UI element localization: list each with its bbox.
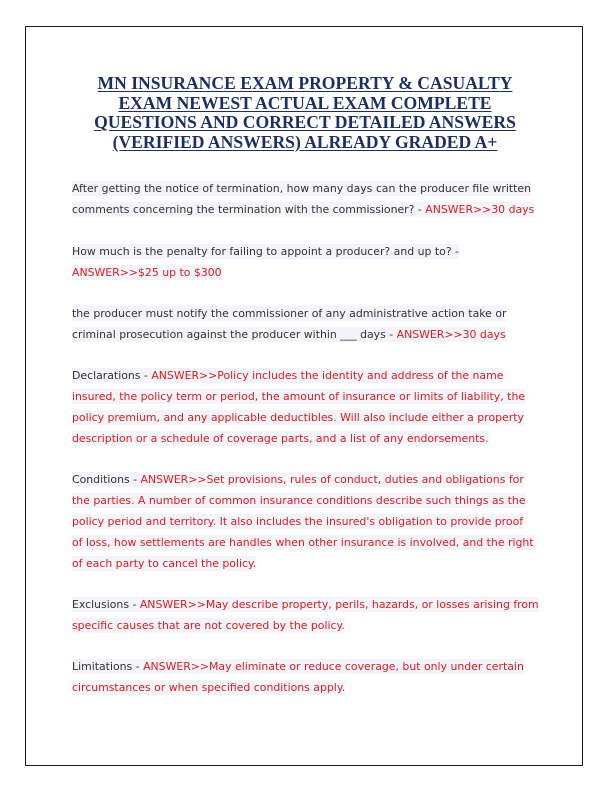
qa-line — [72, 677, 542, 698]
question-text: Conditions - — [72, 473, 141, 486]
answer-text: of loss, how settlements are handles when other insurance is involved, and the right — [72, 536, 534, 549]
question-text: Exclusions - — [72, 598, 140, 611]
qa-block — [72, 303, 542, 345]
title-line: MN INSURANCE EXAM PROPERTY & CASUALTY — [97, 73, 513, 93]
answer-text: ANSWER>>30 days — [425, 203, 535, 216]
answer-text: policy premium, and any applicable deductibles. Will also include either a property — [72, 411, 524, 424]
answer-text: the parties. A number of common insurance conditions describe such things as the — [72, 494, 526, 507]
title-line: EXAM NEWEST ACTUAL EXAM COMPLETE — [118, 92, 492, 113]
answer-text: ANSWER>>$25 up to $300 — [72, 266, 222, 279]
qa-line — [72, 241, 542, 262]
answer-text: specific causes that are not covered by the policy. — [72, 619, 345, 632]
answer-text: ANSWER>>May eliminate or reduce coverage, but only under certain — [143, 660, 524, 673]
answer-text: insured, the policy term or period, the amount of insurance or limits of liability, the — [72, 390, 526, 403]
answer-text: ANSWER>>Set provisions, rules of conduct, duties and obligations for — [140, 473, 524, 486]
answer-text: of each party to cancel the policy. — [72, 557, 257, 570]
qa-block — [72, 241, 542, 283]
qa-line — [72, 511, 542, 532]
answer-text: ANSWER>>30 days — [396, 328, 506, 341]
qa-line — [72, 407, 542, 428]
qa-line — [72, 469, 542, 490]
qa-line — [72, 532, 542, 553]
answer-text: ANSWER>>May describe property, perils, hazards, or losses arising from — [139, 598, 539, 611]
qa-line — [72, 615, 542, 636]
qa-block — [72, 178, 542, 220]
answer-text: ANSWER>>Policy includes the identity and address of the name — [151, 369, 504, 382]
answer-text: policy period and territory. It also includes the insured's obligation to provide proof — [72, 515, 524, 528]
qa-line — [72, 365, 542, 386]
qa-line — [72, 553, 542, 574]
question-text: the producer must notify the commissioner of any administrative action take or — [72, 307, 507, 320]
qa-line — [72, 199, 542, 220]
qa-line — [72, 594, 542, 615]
qa-line — [72, 178, 542, 199]
document-title — [60, 74, 550, 152]
title-line: QUESTIONS AND CORRECT DETAILED ANSWERS — [94, 112, 516, 132]
question-text: After getting the notice of termination, how many days can the producer file written — [72, 182, 532, 195]
qa-line — [72, 656, 542, 677]
answer-text: description or a schedule of coverage parts, and a list of any endorsements. — [72, 432, 489, 445]
question-text: Declarations - — [72, 369, 152, 382]
title-line: (VERIFIED ANSWERS) ALREADY GRADED A+ — [112, 131, 498, 152]
qa-block — [72, 365, 542, 449]
question-text: criminal prosecution against the producer within ___ days - — [72, 328, 397, 341]
question-text: Limitations - — [72, 660, 144, 673]
qa-line — [72, 386, 542, 407]
qa-line — [72, 262, 542, 283]
answer-text: circumstances or when specified conditions apply. — [72, 681, 346, 694]
qa-block — [72, 656, 542, 698]
qa-block — [72, 469, 542, 574]
qa-block — [72, 594, 542, 636]
qa-line — [72, 324, 542, 345]
qa-line — [72, 490, 542, 511]
question-text: How much is the penalty for failing to appoint a producer? and up to? - — [72, 245, 459, 258]
question-text: comments concerning the termination with the commissioner? - — [72, 203, 426, 216]
qa-line — [72, 303, 542, 324]
qa-line — [72, 428, 542, 449]
